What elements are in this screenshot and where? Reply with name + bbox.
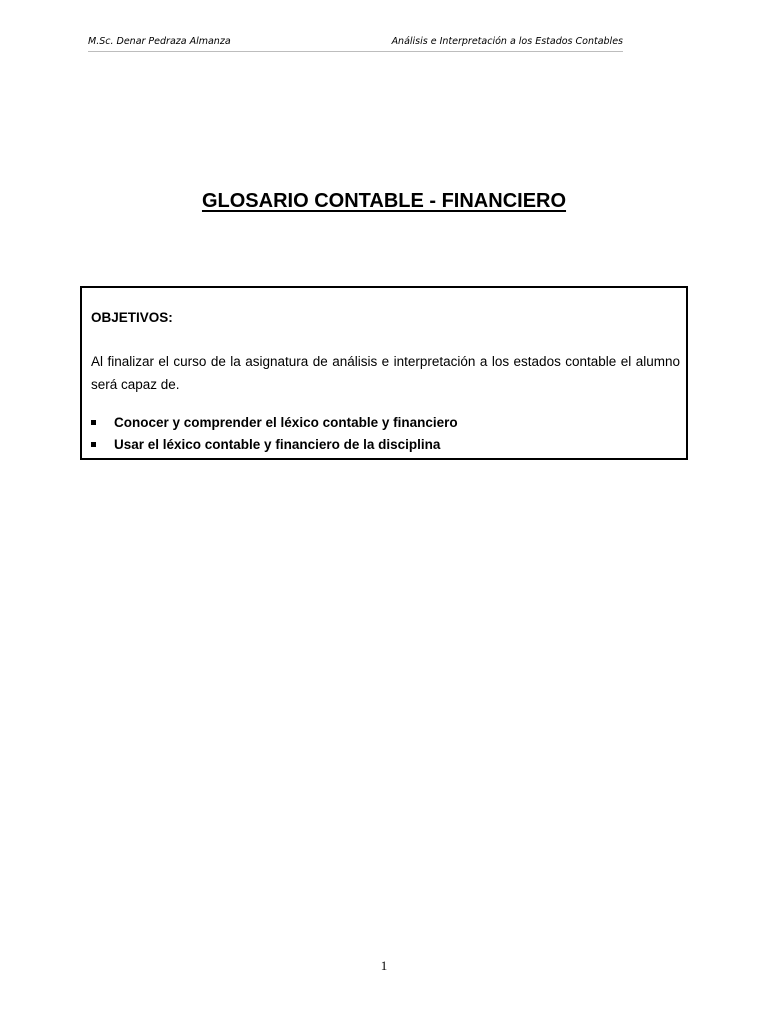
objectives-heading: OBJETIVOS: <box>91 310 173 325</box>
page-number: 1 <box>380 958 388 973</box>
objectives-box <box>80 286 688 460</box>
list-item <box>91 434 680 456</box>
objective-text: Usar el léxico contable y financiero de la disciplina <box>114 437 441 452</box>
list-item <box>91 412 680 434</box>
document-title: GLOSARIO CONTABLE - FINANCIERO <box>201 190 567 212</box>
page-header <box>88 35 623 52</box>
square-bullet-icon <box>91 442 96 447</box>
header-subject: Análisis e Interpretación a los Estados Contables <box>391 36 623 47</box>
header-author: M.Sc. Denar Pedraza Almanza <box>88 36 231 47</box>
objectives-intro: Al finalizar el curso de la asignatura de análisis e interpretación a los estados contable el alumno será capaz de. <box>91 354 680 392</box>
square-bullet-icon <box>91 420 96 425</box>
objectives-list <box>91 412 680 456</box>
objective-text: Conocer y comprender el léxico contable y financiero <box>114 415 458 430</box>
